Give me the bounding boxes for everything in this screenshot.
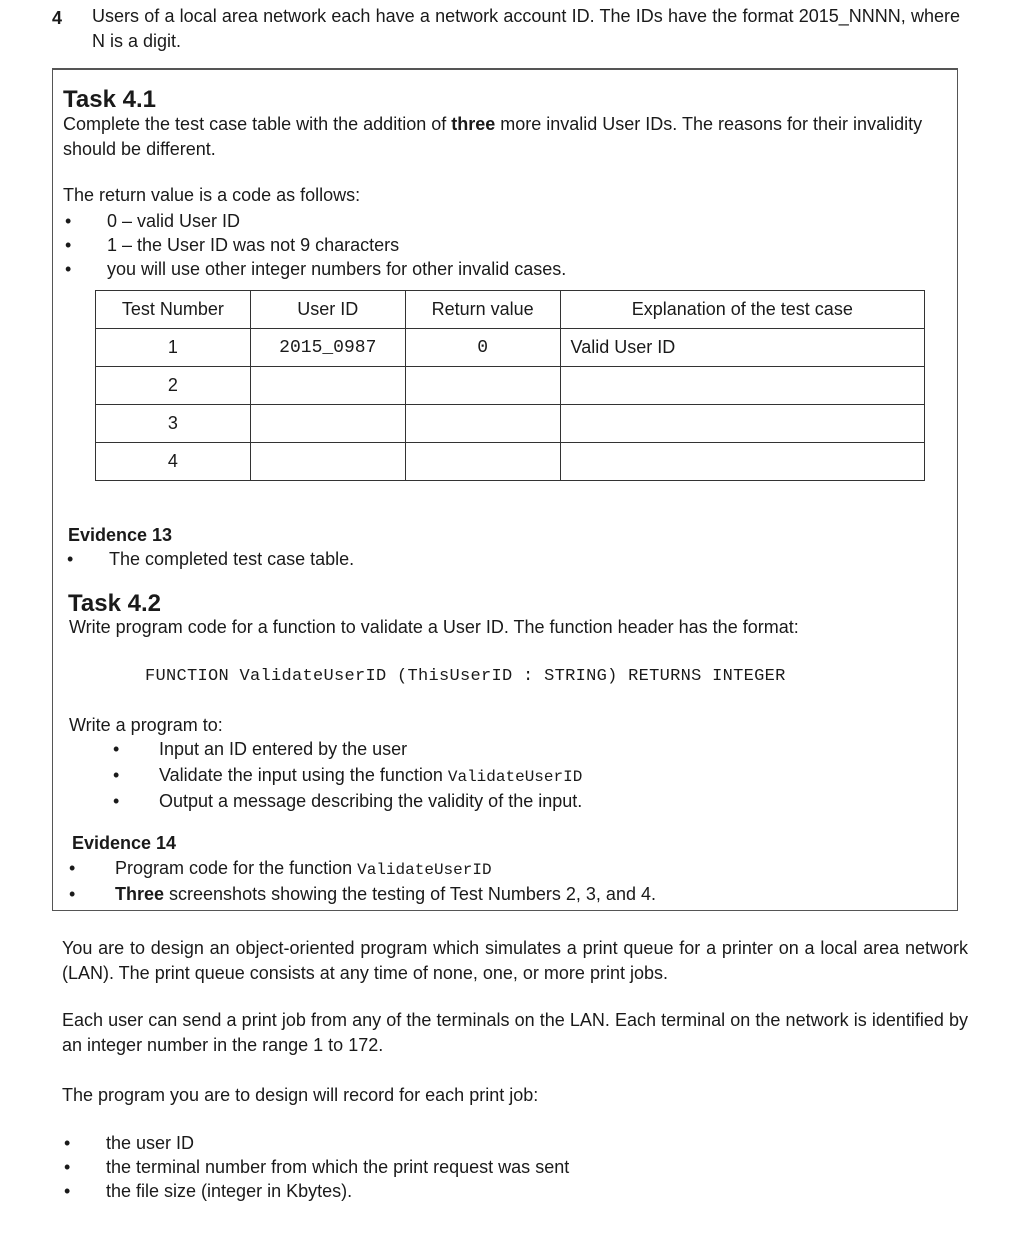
user-id-cell [250, 405, 405, 443]
print-queue-intro: You are to design an object-oriented program which simulates a print queue for a printer on a local area network (LAN). The print queue consists at any time of none, one, or more print jobs. [62, 938, 968, 983]
program-intro: Write a program to: [69, 715, 223, 735]
list-item: • 0 – valid User ID [65, 209, 566, 233]
explanation-cell: Valid User ID [560, 329, 924, 367]
list-item: • the file size (integer in Kbytes). [64, 1179, 569, 1203]
print-job-intro: The program you are to design will record for each print job: [62, 1085, 539, 1105]
user-id-cell: 2015_0987 [250, 329, 405, 367]
terminal-description: Each user can send a print job from any of the terminals on the LAN. Each terminal on the network is identified by an integer number in the range 1 to 172. [62, 1010, 968, 1055]
list-item: • Input an ID entered by the user [113, 737, 582, 763]
task-4-2-heading: Task 4.2 [68, 590, 161, 617]
return-value-intro: The return value is a code as follows: [63, 185, 361, 205]
user-id-cell [250, 367, 405, 405]
question-number: 4 [52, 8, 63, 28]
table-row [96, 329, 925, 367]
program-requirements-list [113, 737, 582, 815]
task-box [52, 68, 958, 911]
column-header: Explanation of the test case [560, 291, 924, 329]
evidence-13-list [67, 547, 354, 571]
table-row [96, 367, 925, 405]
evidence-14-heading: Evidence 14 [72, 833, 177, 853]
return-value-cell: 0 [405, 329, 560, 367]
list-item: • The completed test case table. [67, 547, 354, 571]
test-case-table [95, 290, 925, 481]
user-id-cell [250, 443, 405, 481]
evidence-14-list [69, 856, 656, 908]
task-4-1-description: Complete the test case table with the addition of three more invalid User IDs. The reasons for their invalidity should be different. [63, 114, 923, 159]
question-intro: Users of a local area network each have a network account ID. The IDs have the format 2015_NNNN, where N is a digit. [92, 6, 960, 51]
task-4-2-description: Write program code for a function to validate a User ID. The function header has the format: [69, 617, 799, 637]
return-value-cell [405, 367, 560, 405]
table-row [96, 405, 925, 443]
list-item: • 1 – the User ID was not 9 characters [65, 233, 566, 257]
table-header-row [96, 291, 925, 329]
column-header: Return value [405, 291, 560, 329]
list-item: • Program code for the function ValidateUserID [69, 856, 656, 882]
print-job-fields-list [64, 1131, 569, 1203]
test-number-cell: 1 [96, 329, 251, 367]
list-item: • the user ID [64, 1131, 569, 1155]
column-header: User ID [250, 291, 405, 329]
list-item: • you will use other integer numbers for other invalid cases. [65, 257, 566, 281]
explanation-cell [560, 367, 924, 405]
explanation-cell [560, 443, 924, 481]
task-4-1-heading: Task 4.1 [63, 86, 156, 113]
list-item: • the terminal number from which the print request was sent [64, 1155, 569, 1179]
function-header: FUNCTION ValidateUserID (ThisUserID : STRING) RETURNS INTEGER [145, 667, 786, 686]
list-item: • Output a message describing the validity of the input. [113, 789, 582, 815]
return-value-cell [405, 405, 560, 443]
test-number-cell: 3 [96, 405, 251, 443]
test-number-cell: 2 [96, 367, 251, 405]
explanation-cell [560, 405, 924, 443]
list-item: • Three screenshots showing the testing of Test Numbers 2, 3, and 4. [69, 882, 656, 908]
test-number-cell: 4 [96, 443, 251, 481]
return-code-list [65, 209, 566, 281]
return-value-cell [405, 443, 560, 481]
table-row [96, 443, 925, 481]
evidence-13-heading: Evidence 13 [68, 525, 173, 545]
column-header: Test Number [96, 291, 251, 329]
list-item: • Validate the input using the function ValidateUserID [113, 763, 582, 789]
